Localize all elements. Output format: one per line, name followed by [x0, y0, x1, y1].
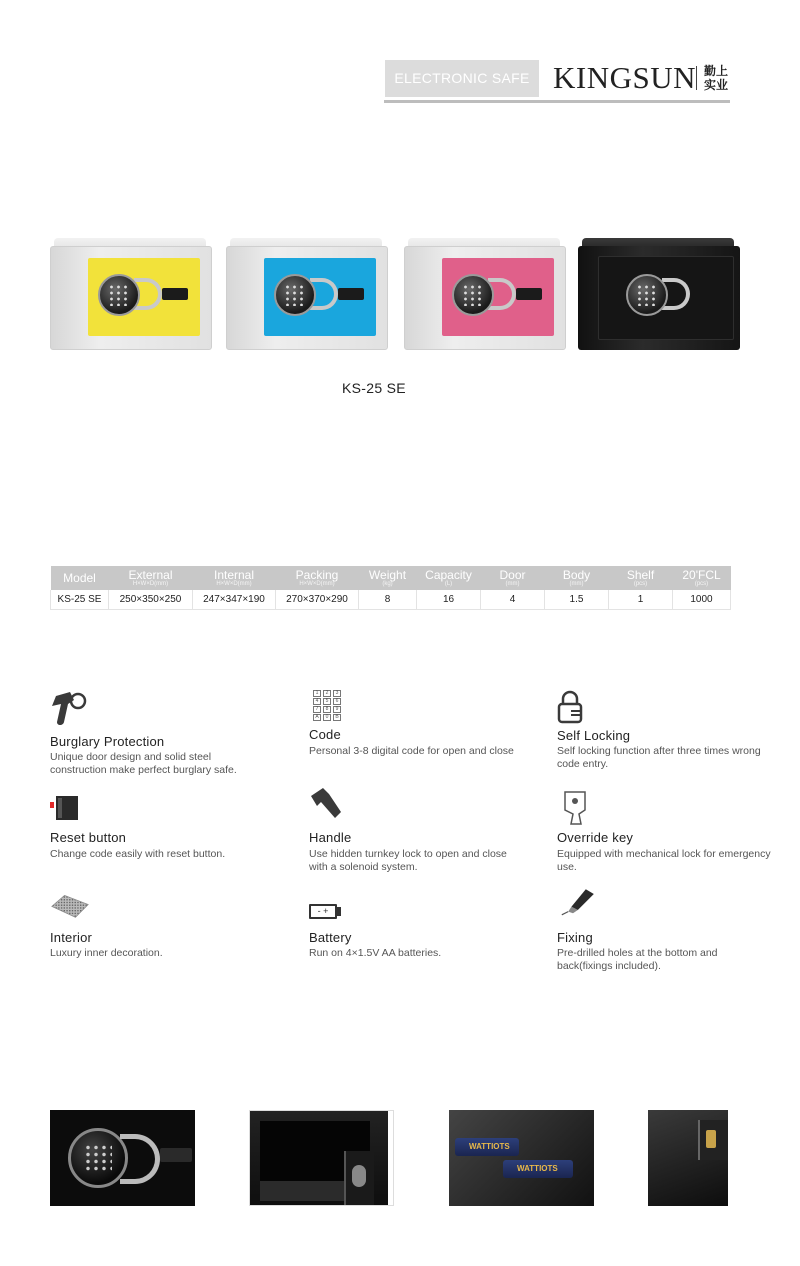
keypad-key: 6 [333, 698, 341, 705]
spec-cell: KS-25 SE [51, 590, 109, 609]
safe-keypad [636, 284, 658, 306]
keypad-key: B [333, 714, 341, 721]
feature-desc: Pre-drilled holes at the bottom and back(fixings included). [557, 947, 718, 972]
spec-cell: 1.5 [545, 590, 609, 609]
spec-header-unit: (mm) [569, 580, 584, 587]
safe-yellow [50, 238, 212, 352]
safe-slot [338, 288, 364, 300]
keypad-key: 2 [323, 690, 331, 697]
spec-header-unit: (pcs) [633, 580, 648, 587]
handle-icon [309, 786, 349, 822]
spec-header-label: Body [562, 567, 591, 582]
spec-cell: 247×347×190 [193, 590, 276, 609]
keypad-key: 3 [333, 690, 341, 697]
feature-desc: Run on 4×1.5V AA batteries. [309, 947, 442, 959]
category-badge: ELECTRONIC SAFE [385, 60, 539, 97]
spec-header-unit: (mm) [505, 580, 520, 587]
spec-header-cell [417, 566, 481, 590]
feature-desc: Luxury inner decoration. [50, 947, 163, 959]
brand-divider [696, 66, 697, 90]
feature-title: Code [309, 727, 341, 742]
spec-header-unit: H×W×D(mm) [216, 580, 252, 587]
padlock-icon [557, 690, 597, 726]
battery-compartment-photo [449, 1110, 594, 1206]
keypad-icon [309, 690, 349, 726]
spec-cell: 16 [417, 590, 481, 609]
table-row [51, 590, 731, 609]
safe-blue [226, 238, 388, 352]
safe-keypad [462, 284, 484, 306]
spec-header-cell [276, 566, 359, 590]
spec-cell: 270×370×290 [276, 590, 359, 609]
feature-title: Battery [309, 930, 352, 945]
open-safe-photo [249, 1110, 394, 1206]
key-icon [557, 790, 597, 826]
hammer-icon [50, 692, 90, 728]
keypad-key: 7 [313, 706, 321, 713]
carpet-icon [50, 892, 90, 928]
feature-desc: Unique door design and solid steel construction make perfect burglary safe. [50, 751, 237, 776]
spec-cell: 250×350×250 [109, 590, 193, 609]
feature-desc: Self locking function after three times wrong code entry. [557, 745, 761, 770]
spec-header-label: Door [499, 567, 526, 582]
brand-chinese-line1: 勤上 [704, 64, 729, 78]
spec-header-unit: (kg) [382, 580, 393, 587]
feature-desc: Equipped with mechanical lock for emergency use. [557, 848, 771, 873]
spec-header-unit: H×W×D(mm) [299, 580, 335, 587]
safe-slot [516, 288, 542, 300]
keypad-key: 4 [313, 698, 321, 705]
spec-header-cell [193, 566, 276, 590]
spec-header-label: Internal [213, 567, 255, 582]
header-rule [384, 100, 730, 103]
safe-pink [404, 238, 566, 352]
feature-title: Handle [309, 830, 352, 845]
safe-black [578, 238, 740, 352]
feature-title: Interior [50, 930, 93, 945]
spec-header-cell [359, 566, 417, 590]
spec-header-label: Packing [295, 567, 339, 582]
spec-header-label: Shelf [626, 567, 655, 582]
spec-cell: 8 [359, 590, 417, 609]
spec-cell: 1000 [673, 590, 731, 609]
reset-button-icon [50, 794, 90, 830]
spec-header-cell [51, 566, 109, 590]
spec-header-cell [109, 566, 193, 590]
brand-logo: KINGSUN [553, 60, 696, 95]
spec-body [51, 590, 731, 609]
spec-header-label: Model [63, 571, 96, 585]
spec-cell: 1 [609, 590, 673, 609]
spec-header-row [51, 566, 731, 590]
spec-header-label: 20'FCL [682, 567, 721, 582]
feature-desc: Change code easily with reset button. [50, 848, 226, 860]
spec-header-unit: (L) [444, 580, 453, 587]
safe-slot [162, 288, 188, 300]
spec-header-label: External [128, 567, 173, 582]
spec-header-cell [545, 566, 609, 590]
hinge-detail-photo [648, 1110, 728, 1206]
keypad-key: A [313, 714, 321, 721]
keypad-key: 0 [323, 714, 331, 721]
brand-chinese [704, 64, 734, 92]
spec-header-cell [673, 566, 731, 590]
safe-keypad [108, 284, 130, 306]
spec-header-unit: (pcs) [694, 580, 709, 587]
spec-header-label: Weight [368, 567, 407, 582]
feature-desc: Use hidden turnkey lock to open and close with a solenoid system. [309, 848, 507, 873]
spec-table [50, 566, 731, 610]
keypad-key: 5 [323, 698, 331, 705]
model-caption: KS-25 SE [342, 380, 406, 396]
spec-header-cell [481, 566, 545, 590]
battery-text: WATTIOTS [455, 1138, 519, 1156]
keypad-key: 8 [323, 706, 331, 713]
spec-cell: 4 [481, 590, 545, 609]
feature-title: Burglary Protection [50, 734, 165, 749]
keypad-key: 1 [313, 690, 321, 697]
keypad-closeup-photo [50, 1110, 195, 1206]
feature-title: Reset button [50, 830, 127, 845]
feature-title: Self Locking [557, 728, 631, 743]
feature-title: Override key [557, 830, 634, 845]
feature-desc: Personal 3-8 digital code for open and close [309, 745, 514, 757]
spec-header-cell [609, 566, 673, 590]
battery-label: - + [309, 904, 337, 919]
brand-chinese-line2: 实业 [704, 78, 729, 92]
feature-title: Fixing [557, 930, 593, 945]
spec-header-label: Capacity [425, 567, 472, 582]
bolt-icon [557, 884, 597, 920]
battery-text: WATTIOTS [503, 1160, 573, 1178]
safe-keypad [284, 284, 306, 306]
keypad-key: 9 [333, 706, 341, 713]
spec-header-unit: H×W×D(mm) [132, 580, 169, 587]
